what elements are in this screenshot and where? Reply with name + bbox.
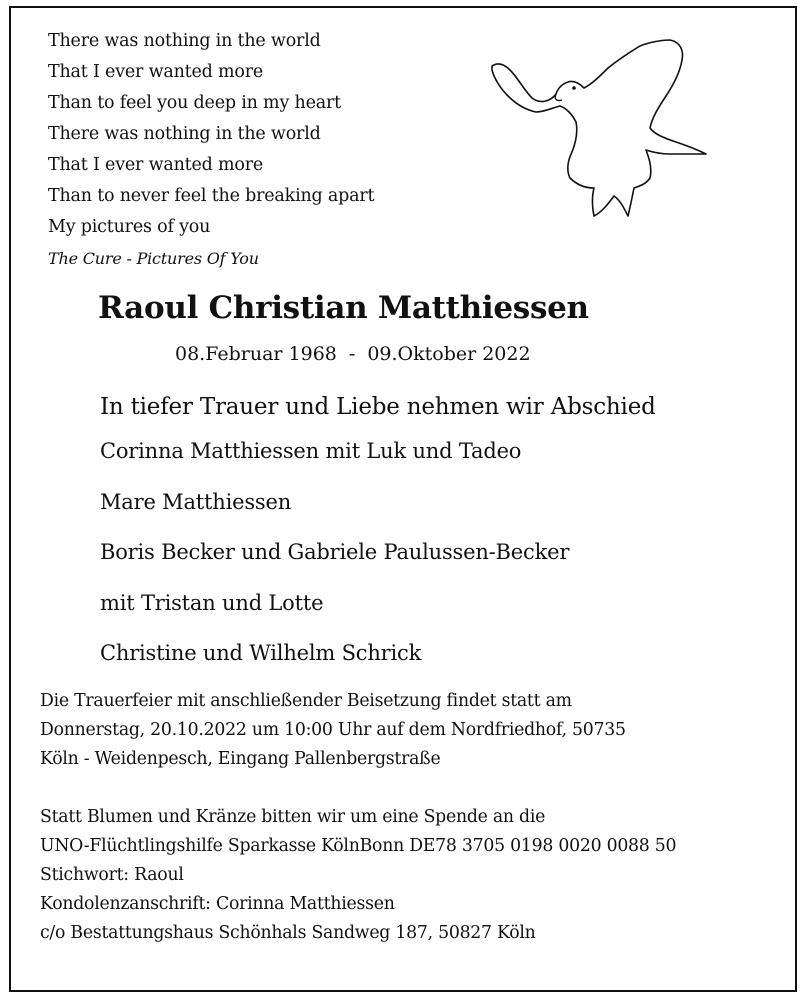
date-separator: -: [348, 343, 356, 365]
mourner-line: mit Tristan und Lotte: [100, 590, 324, 615]
funeral-info-line: Köln - Weidenpesch, Eingang Pallenbergstraße: [40, 749, 441, 769]
poem-line: That I ever wanted more: [48, 62, 264, 82]
mourners-block: [100, 388, 656, 679]
condolence-address-line: c/o Bestattungshaus Schönhals Sandweg 187, 50827 Köln: [40, 923, 536, 943]
poem-line: There was nothing in the world: [48, 31, 321, 51]
birth-date: 08.Februar 1968: [175, 343, 337, 365]
spacer: [40, 774, 790, 803]
poem-line: My pictures of you: [48, 217, 211, 237]
poem-line: There was nothing in the world: [48, 124, 321, 144]
mourner-line: Boris Becker und Gabriele Paulussen-Becker: [100, 540, 570, 564]
poem-line: Than to feel you deep in my heart: [48, 93, 341, 113]
info-block: [40, 687, 790, 948]
mourner-line: Mare Matthiessen: [100, 489, 292, 514]
farewell-intro: In tiefer Trauer und Liebe nehmen wir Abschied: [100, 394, 656, 420]
condolence-address-line: Kondolenzanschrift: Corinna Matthiessen: [40, 894, 395, 914]
deceased-name: Raoul Christian Matthiessen: [98, 290, 589, 326]
poem-credit: The Cure - Pictures Of You: [48, 249, 259, 268]
mourner-line: Christine und Wilhelm Schrick: [100, 641, 422, 665]
donation-keyword: Stichwort: Raoul: [40, 865, 184, 885]
poem-line: Than to never feel the breaking apart: [48, 186, 375, 206]
funeral-info-line: Donnerstag, 20.10.2022 um 10:00 Uhr auf dem Nordfriedhof, 50735: [40, 720, 626, 740]
death-date: 09.Oktober 2022: [367, 343, 531, 365]
life-dates: [175, 343, 531, 365]
mourner-line: Corinna Matthiessen mit Luk und Tadeo: [100, 439, 522, 463]
poem-line: That I ever wanted more: [48, 155, 264, 175]
donation-info-line: Statt Blumen und Kränze bitten wir um eine Spende an die: [40, 807, 546, 827]
donation-info-line: UNO-Flüchtlingshilfe Sparkasse KölnBonn DE78 3705 0198 0020 0088 50: [40, 836, 677, 856]
funeral-info-line: Die Trauerfeier mit anschließender Beisetzung findet statt am: [40, 691, 572, 711]
dove-icon: [484, 38, 710, 222]
poem-block: [48, 26, 374, 274]
